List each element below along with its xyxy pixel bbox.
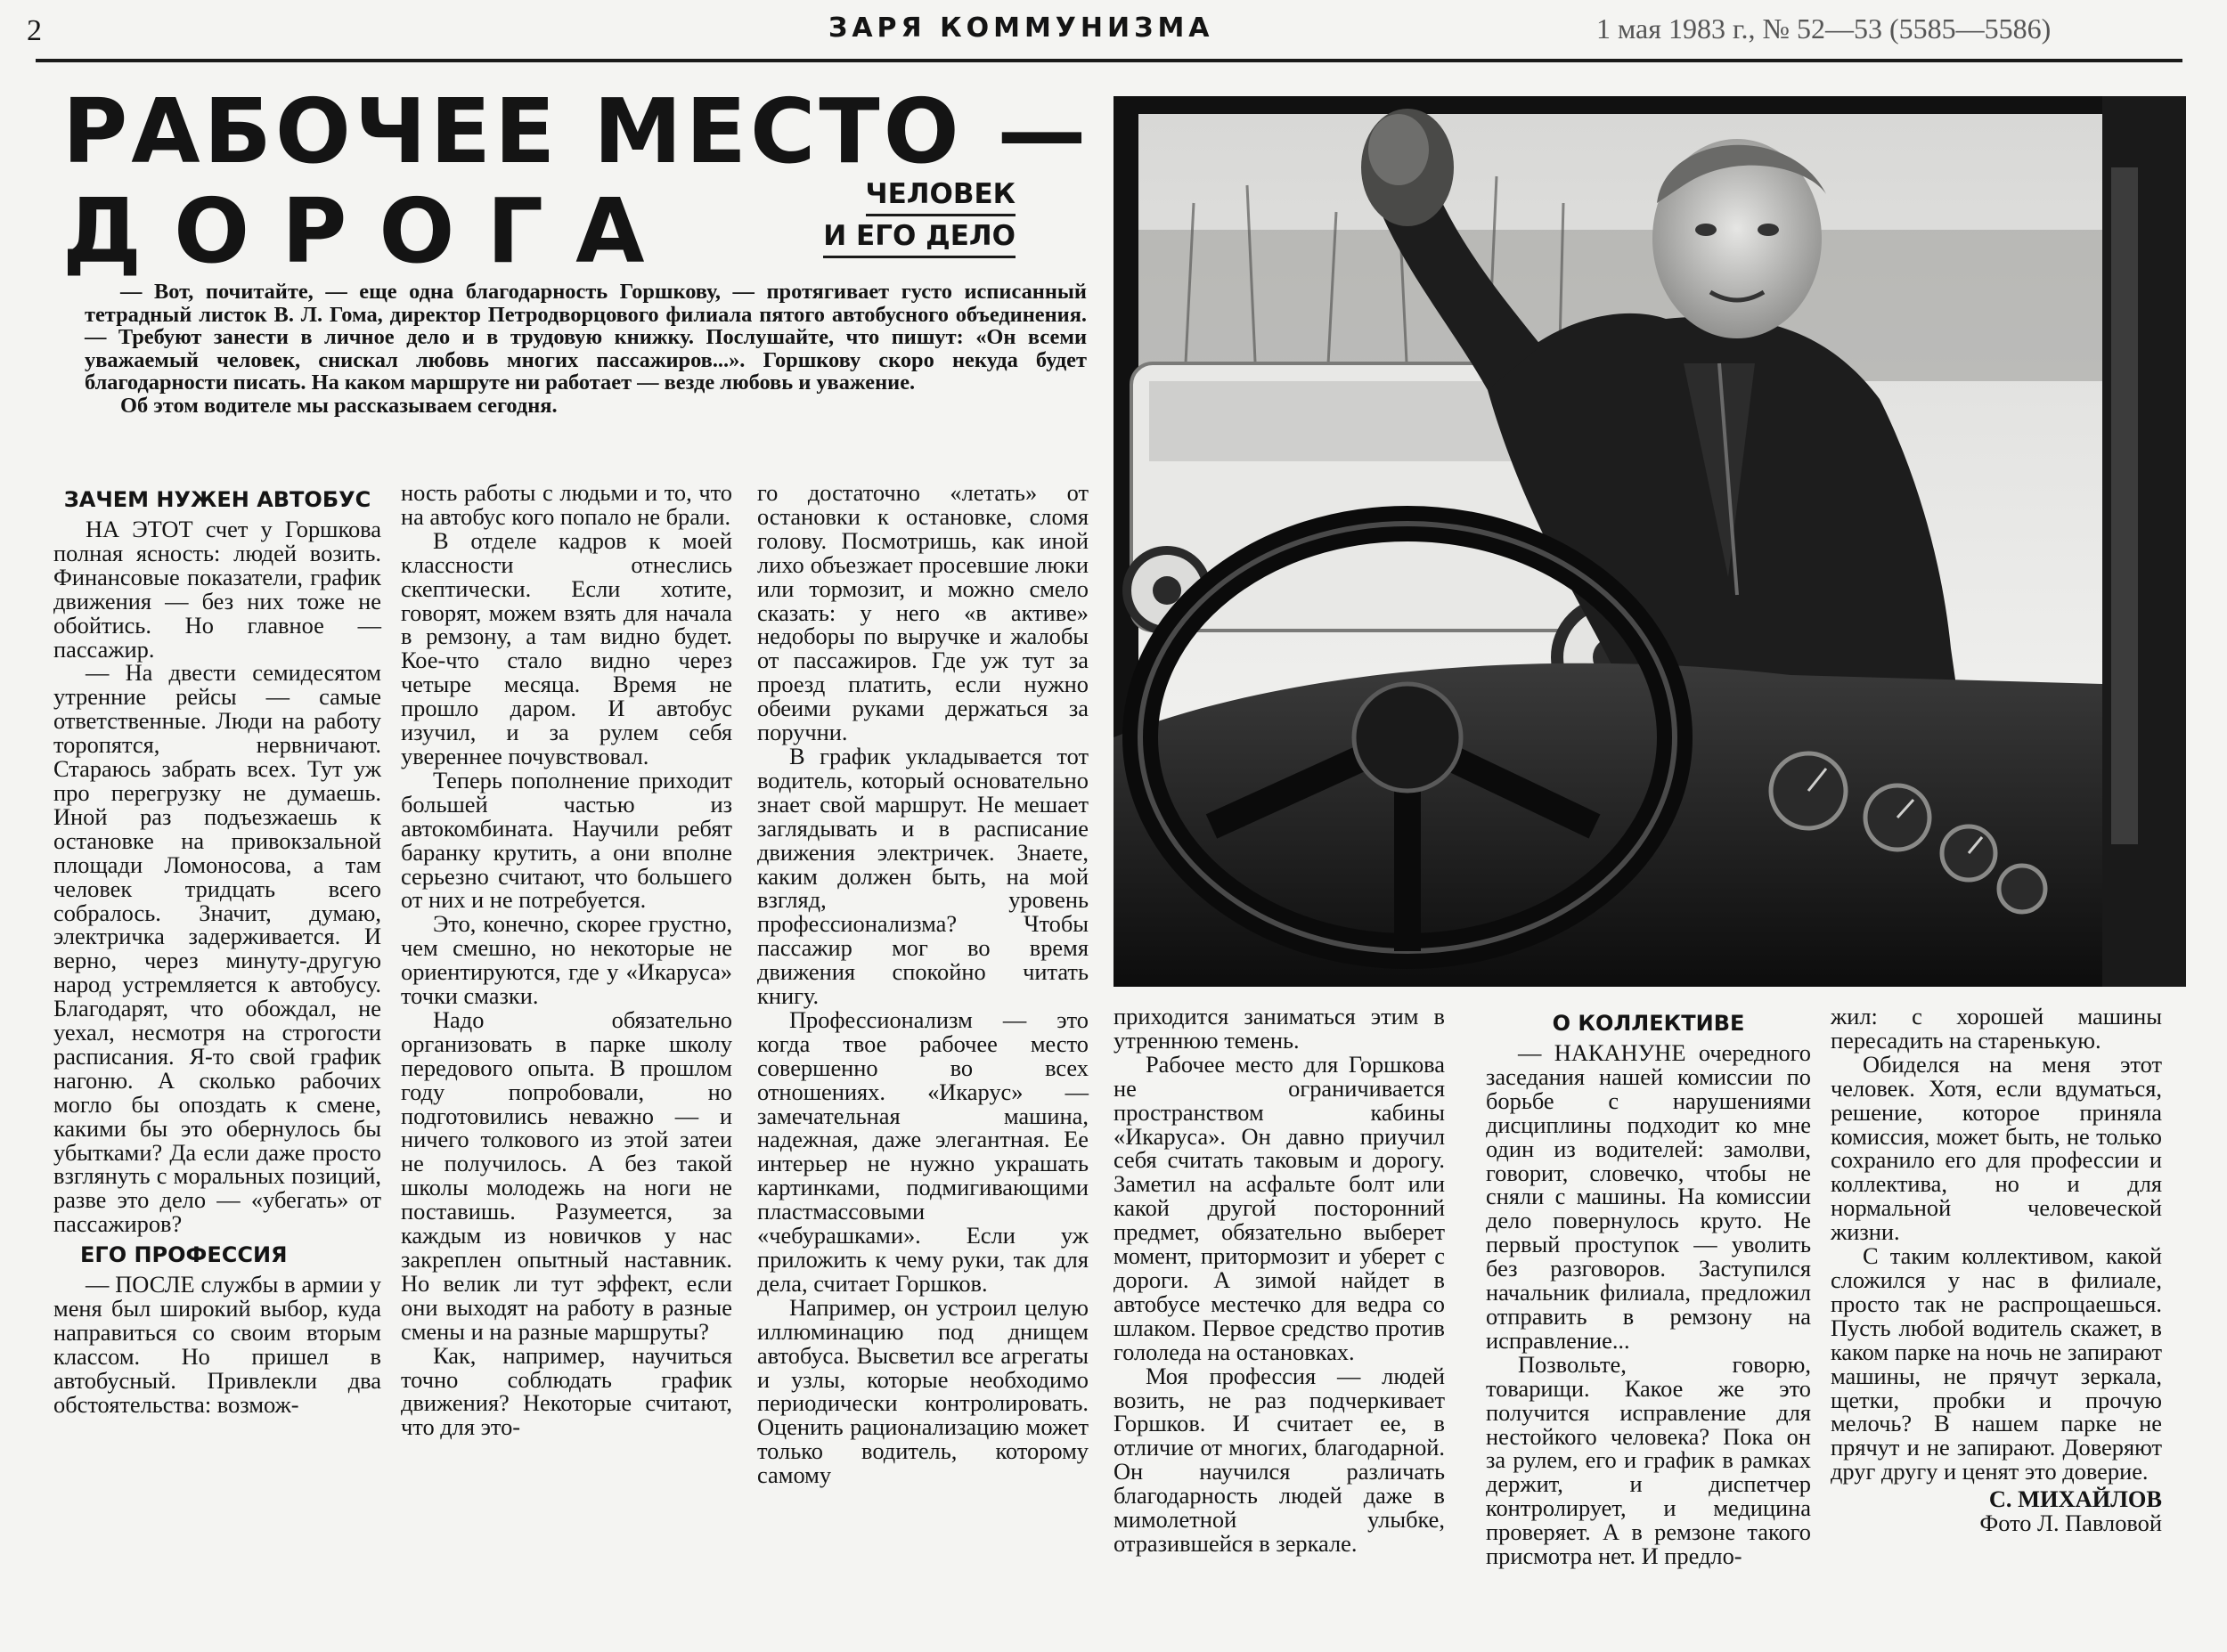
paragraph: го достаточно «летать» от остановки к остановке, сломя голову. Посмотришь, как иной лихо объезжает просевшие люки или тормозит, и можно смело сказать: у него «в активе» недоборы по выручке и жалобы от пассажиров. Где уж тут за проезд платить, если нужно обеими руками держаться за поручни. <box>757 479 1089 746</box>
paragraph: С таким коллективом, какой сложился у нас в филиале, просто так не распрощаешься. Пусть любой водитель скажет, в каком парке на ночь не запирают машины, не прячут зеркала, щетки, пробки и прочую мелочь? В нашем парке не прячут и не запирают. Доверяют друг другу и ценят это доверие. <box>1831 1242 2162 1485</box>
rubric <box>802 175 1016 258</box>
paragraph: Теперь пополнение приходит большей частью из автокомбината. Научили ребят баранку крутить, а они вполне серьезно считают, что большего от них и не потребуется. <box>401 766 732 914</box>
article-column-5 <box>1486 1005 1811 1568</box>
paragraph: НА ЭТОТ счет у Горшкова полная ясность: людей возить. Финансовые показатели, график движения — без них тоже не обойтись. Но главное — пассажир. <box>53 516 381 663</box>
section-heading: О КОЛЛЕКТИВЕ <box>1552 1011 1745 1036</box>
paragraph: приходится заниматься этим в утреннюю темень. <box>1114 1003 1445 1054</box>
paragraph: Рабочее место для Горшкова не ограничивается пространством кабины «Икаруса». Он давно приучил себя считать таковым и дорогу. Заметил на асфальте болт или какой другой посторонний предмет, обязательно выберет момент, притормозит и уберет с дороги. А зимой найдет в автобусе местечко для ведра со шлаком. Первое средство против гололеда на остановках. <box>1114 1050 1445 1365</box>
article-column-1 <box>53 481 381 1417</box>
paragraph: ность работы с людьми и то, что на автобус кого попало не брали. <box>401 479 732 530</box>
article-column-4 <box>1114 1005 1445 1556</box>
paragraph: Профессионализм — это когда твое рабочее место совершенно во всех отношениях. «Икарус» — замечательная машина, надежная, даже элегантная. Ее интерьер не нужно украшать картинками, подмигивающими пластмассовыми «чебурашками». Если уж приложить к чему руки, так для дела, считает Горшков. <box>757 1005 1089 1297</box>
paragraph: Например, он устроил целую иллюминацию под днищем автобуса. Высветил все агрегаты и узлы, которые необходимо периодически контролировать. Оценить рационализацию может только водитель, которому самому <box>757 1293 1089 1489</box>
paragraph: — ПОСЛЕ службы в армии у меня был широкий выбор, куда направиться со своим вторым классом. Но пришел в автобусный. Привлекли два обстоятельства: возмож- <box>53 1271 381 1418</box>
author-signature: С. МИХАЙЛОВ <box>1988 1485 2162 1513</box>
issue-info: 1 мая 1983 г., № 52—53 (5585—5586) <box>1596 12 2052 45</box>
section-heading: ЕГО ПРОФЕССИЯ <box>80 1242 288 1268</box>
paragraph: жил: с хорошей машины пересадить на старенькую. <box>1831 1003 2162 1054</box>
paragraph: Это, конечно, скорее грустно, чем смешно, но некоторые не ориентируются, где у «Икаруса» точки смазки. <box>401 910 732 1010</box>
paragraph: Моя профессия — людей возить, не раз подчеркивает Горшков. И считает ее, в отличие от многих, благодарной. Он научился различать благодарность людей даже в мимолетной улыбке, отразившейся в зеркале. <box>1114 1362 1445 1557</box>
rubric-line-1: ЧЕЛОВЕК <box>866 175 1016 216</box>
paragraph: Как, например, научиться точно соблюдать график движения? Некоторые считают, что для это- <box>401 1341 732 1441</box>
rubric-line-2: И ЕГО ДЕЛО <box>823 216 1016 258</box>
photo-bus-driver-icon <box>1114 96 2186 987</box>
article-lead <box>85 281 1087 417</box>
lead-paragraph: — Вот, почитайте, — еще одна благодарность Горшкову, — протягивает густо исписанный тетрадный листок В. Л. Гома, директор Петродворцового филиала пятого автобусного объединения. — Требуют занести в личное дело и в трудовую книжку. Послушайте, что пишут: «Он всеми уважаемый человек, снискал любовь многих пассажиров...». Горшкову скоро некуда будет благодарности писать. На каком маршруте ни работает — везде любовь и уважение. <box>85 280 1087 395</box>
headline-line-2: ДОРОГА <box>62 179 677 283</box>
section-heading: ЗАЧЕМ НУЖЕН АВТОБУС <box>63 487 371 512</box>
paragraph: Обиделся на меня этот человек. Хотя, если вдуматься, решение, которое приняла комиссия, может быть, не только сохранило его для профессии и коллектива, но и для нормальной человеческой жизни. <box>1831 1050 2162 1246</box>
newspaper-name: ЗАРЯ КОММУНИЗМА <box>828 12 1214 44</box>
paragraph: В отделе кадров к моей классности отнеслись скептически. Если хотите, говорят, можем взять для начала в ремзону, а там видно будет. Кое-что стало видно через четыре месяца. Время не прошло даром. И автобус изучил, и за рулем себя увереннее почувствовал. <box>401 526 732 769</box>
paragraph: Позвольте, говорю, товарищи. Какое же это получится исправление для нестойкого человека? Пока он за рулем, его и график в рамках держит, и диспетчер контролирует, и медицина проверяет. А в ремзоне такого присмотра нет. И предло- <box>1486 1350 1811 1570</box>
lead-paragraph: Об этом водителе мы рассказываем сегодня. <box>120 393 558 418</box>
page-number: 2 <box>27 14 42 47</box>
paragraph: Надо обязательно организовать в парке школу передового опыта. В прошлом году попробовали, но подготовились неважно — и ничего толкового из этой затеи не получилось. А без такой школы молодежь на ноги не поставишь. Разумеется, за каждым из новичков у нас закреплен опытный наставник. Но велик ли тут эффект, если они выходят на работу в разные смены и на разные маршруты? <box>401 1005 732 1345</box>
paragraph: — НАКАНУНЕ очередного заседания нашей комиссии по борьбе с нарушениями дисциплины подходит ко мне один из водителей: замолви, говорит, словечко, чтобы не сняли с машины. На комиссии дело повернулось круто. Не первый проступок — уволить без разговоров. Заступился начальник филиала, предложил отправить в ремзону на исправление... <box>1486 1039 1811 1354</box>
article-column-6 <box>1831 1005 2162 1535</box>
paragraph: В график укладывается тот водитель, который основательно знает свой маршрут. Не мешает заглядывать и в расписание движения электричек. Знаете, каким должен быть, на мой взгляд, уровень профессионализма? Чтобы пассажир мог во время движения спокойно читать книгу. <box>757 742 1089 1010</box>
paragraph: — На двести семидесятом утренние рейсы — самые ответственные. Люди на работу торопятся, нервничают. Стараюсь забрать всех. Тут уж про перегрузку не думаешь. Иной раз подъезжаешь к остановке на привокзальной площади Ломоносова, а там человек тридцать всего собралось. Значит, думаю, электричка задерживается. И верно, через минуту-другую народ устремляется к автобусу. Благодарят, что обождал, не уехал, несмотря на строгости расписания. Я-то свой график нагоню. А сколько рабочих могло бы опоздать к смене, какими бы это обернулось бы убытками? Да если даже просто взглянуть с моральных позиций, разве это дело — «убегать» от пассажиров? <box>53 659 381 1238</box>
headline-line-1: РАБОЧЕЕ МЕСТО — <box>62 79 1090 183</box>
photo-credit: Фото Л. Павловой <box>1979 1510 2162 1537</box>
article-column-3 <box>757 481 1089 1487</box>
article-column-2 <box>401 481 732 1439</box>
